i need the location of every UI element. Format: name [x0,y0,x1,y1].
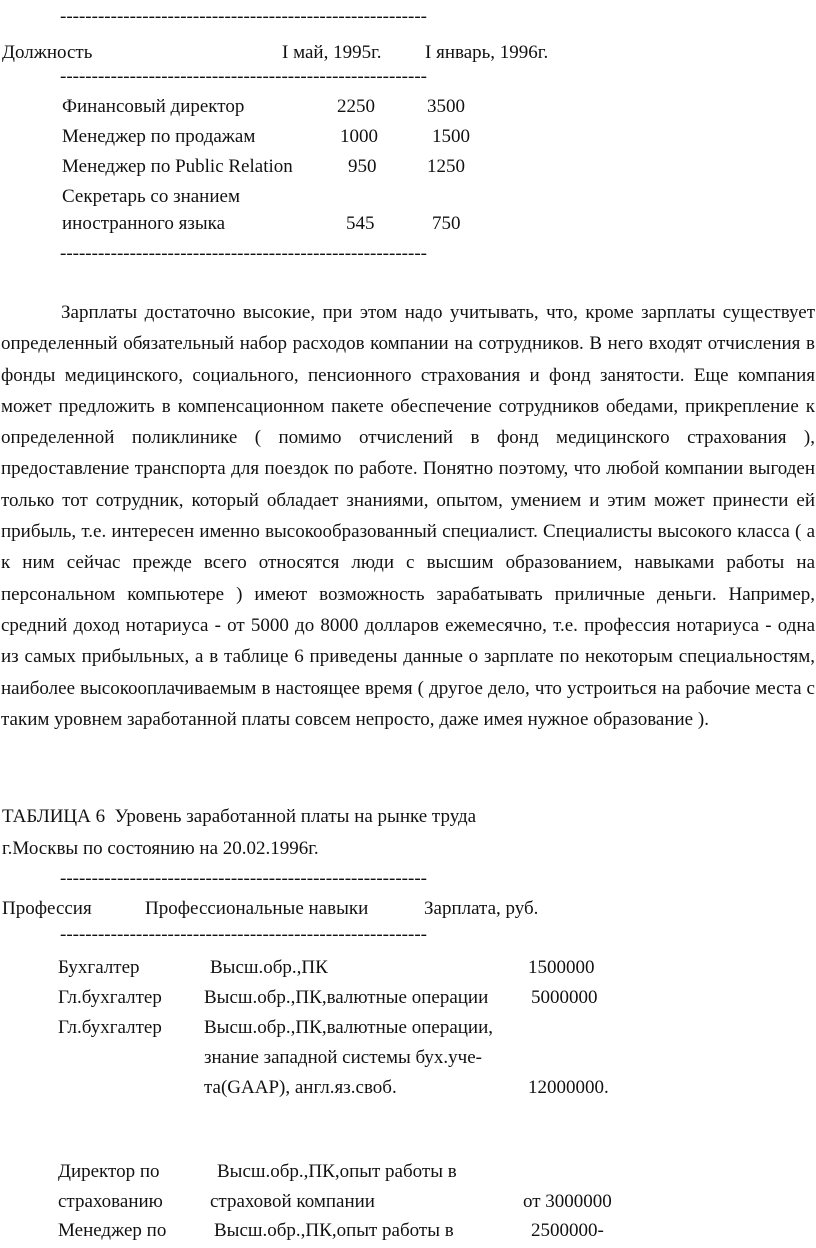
cell-salary: от 3000000 [523,1191,612,1212]
cell-jan-1996: 1250 [427,156,465,177]
cell-profession: Гл.бухгалтер [58,987,162,1008]
cell-skills: Высш.обр.,ПК,валютные операции, [204,1017,494,1038]
cell-skills: та(GAAP), англ.яз.своб. [204,1077,397,1098]
table-6-caption-line-1: ТАБЛИЦА 6 Уровень заработанной платы на рынке труда [2,806,477,827]
cell-skills: знание западной системы бух.уче- [204,1047,482,1068]
cell-profession: Бухгалтер [58,957,140,978]
cell-skills: Высш.обр.,ПК,опыт работы в [214,1220,454,1241]
cell-may-1995: 2250 [337,96,375,117]
cell-salary: 2500000- [531,1220,604,1241]
cell-position: Секретарь со знанием [62,186,240,207]
cell-position: Менеджер по Public Relation [62,156,293,177]
cell-skills: Высш.обр.,ПК,валютные операции [204,987,489,1008]
cell-salary: 12000000. [528,1077,609,1098]
cell-position: Финансовый директор [62,96,245,117]
cell-position: иностранного языка [62,213,226,234]
cell-profession: страхованию [58,1191,163,1212]
cell-salary: 5000000 [531,987,598,1008]
cell-profession: Гл.бухгалтер [58,1017,162,1038]
cell-position: Менеджер по продажам [62,126,256,147]
body-paragraph: Зарплаты достаточно высокие, при этом надо учитывать, что, кроме зарплаты существует определенный обязательный набор расходов компании на сотрудников. В него входят отчисления в фонды медицинского, социального, пенсионного страхования и фонд занятости. Еще компания может предложить в компенсационном пакете обеспечение сотрудников обедами, прикрепление к определенной поликлинике ( помимо отчислений в фонд медицинского страхования ), предоставление транспорта для поездок по работе. Понятно поэтому, что любой компании выгоден только тот сотрудник, который обладает знаниями, опытом, умением и этим может принести ей прибыль, т.е. интересен именно высокообразованный специалист. Специалисты высокого класса ( а к ним сейчас прежде всего относятся люди с высшим образованием, навыками работы на персональном компьютере ) имеют возможность зарабатывать приличные деньги. Например, средний доход нотариуса - от 5000 до 8000 долларов ежемесячно, т.е. профессия нотариуса - одна из самых прибыльных, а в таблице 6 приведены данные о зарплате по некоторым специальностям, наиболее высокооплачиваемым в настоящее время ( другое дело, что устроиться на рабочие места с таким уровнем заработанной платы совсем непросто, даже имея нужное образование ). [1,302,815,730]
table-6-caption-line-2: г.Москвы по состоянию на 20.02.1996г. [2,838,319,859]
col-header-skills: Профессиональные навыки [145,898,369,919]
cell-skills: Высш.обр.,ПК,опыт работы в [217,1161,457,1182]
cell-may-1995: 1000 [340,126,378,147]
cell-profession: Менеджер по [58,1220,167,1241]
table-1-rule-bottom: ---------------------------------------------------------- [60,243,427,264]
table-1-rule-mid: ---------------------------------------------------------- [60,66,427,87]
cell-jan-1996: 3500 [427,96,465,117]
col-header-profession: Профессия [2,898,92,919]
table-6-rule-top: ---------------------------------------------------------- [60,868,427,889]
col-header-jan-1996: I январь, 1996г. [425,42,549,63]
cell-may-1995: 950 [348,156,377,177]
col-header-position: Должность [2,42,93,63]
cell-skills: Высш.обр.,ПК [210,957,328,978]
cell-salary: 1500000 [528,957,595,978]
cell-skills: страховой компании [210,1191,375,1212]
col-header-salary: Зарплата, руб. [424,898,539,919]
cell-jan-1996: 750 [432,213,461,234]
cell-may-1995: 545 [346,213,375,234]
col-header-may-1995: I май, 1995г. [282,42,382,63]
table-6-rule-mid: ---------------------------------------------------------- [60,924,427,945]
cell-profession: Директор по [58,1161,160,1182]
table-1-rule-top: ---------------------------------------------------------- [60,6,427,27]
cell-jan-1996: 1500 [432,126,470,147]
